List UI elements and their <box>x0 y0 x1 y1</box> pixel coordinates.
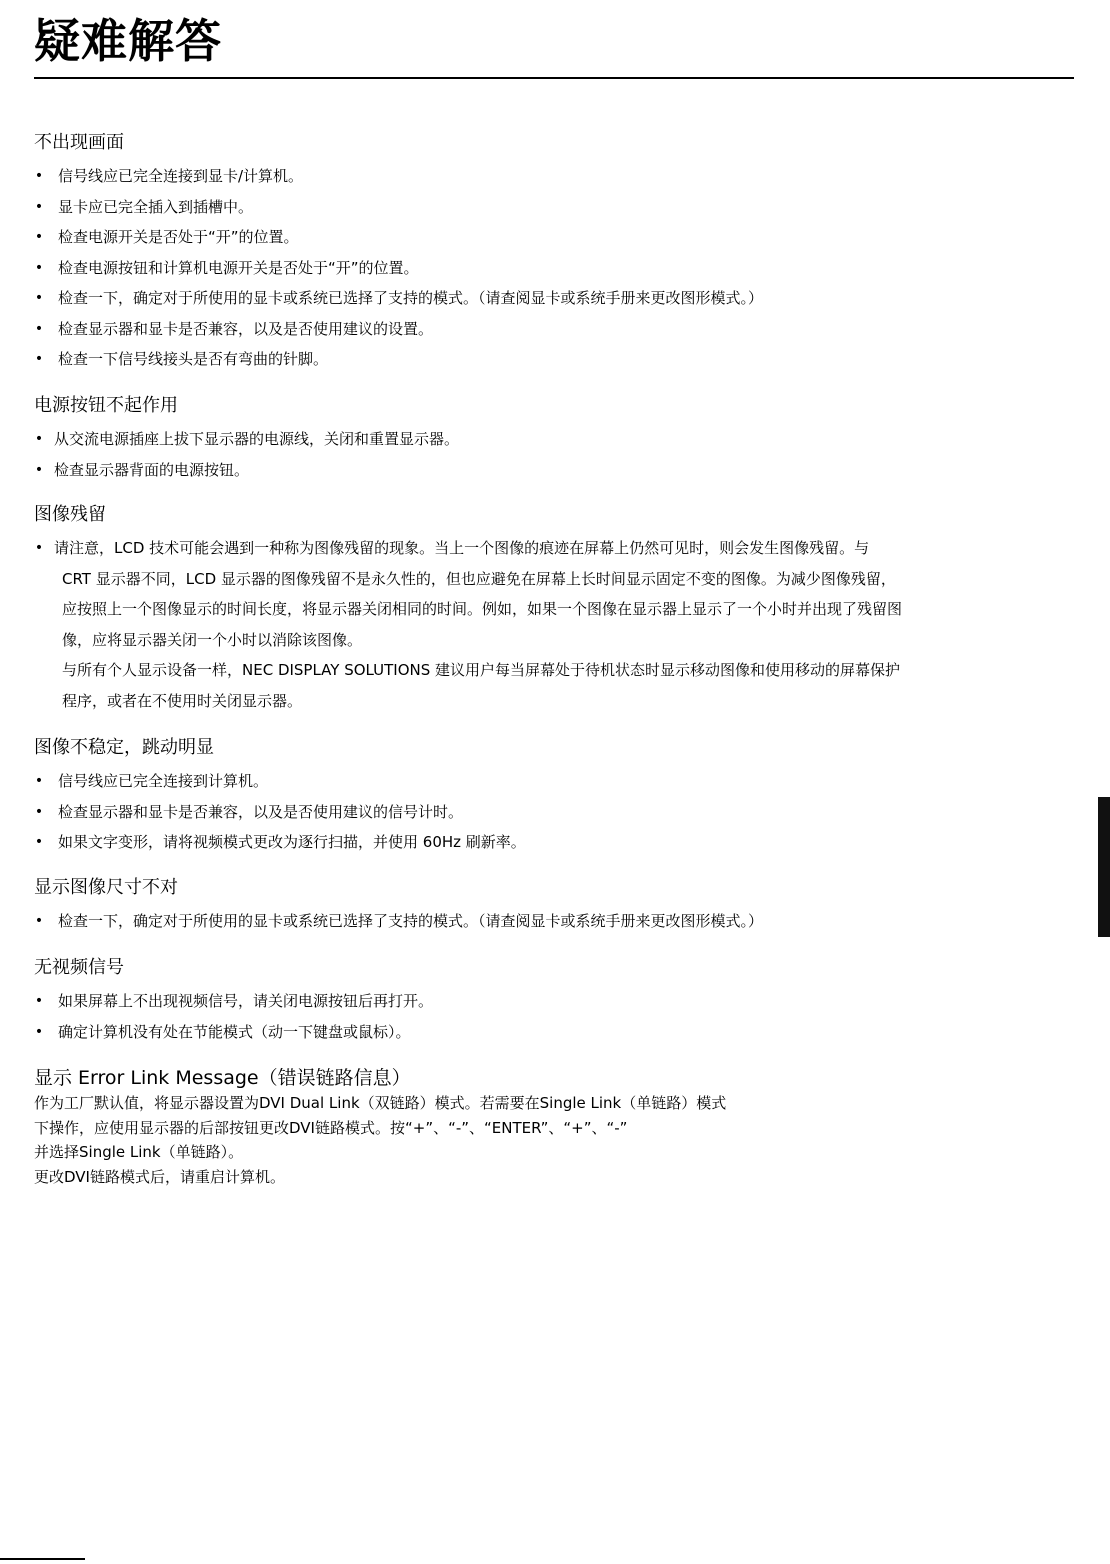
list-item: • 如果屏幕上不出现视频信号，请关闭电源按钮后再打开。 <box>34 986 1094 1017</box>
paragraph-line: 请注意，LCD 技术可能会遇到一种称为图像残留的现象。当上一个图像的痕迹在屏幕上仍然可见时，则会发生图像残留。与 <box>54 539 870 557</box>
bullet-icon: • <box>34 540 44 556</box>
bullet-icon: • <box>34 198 44 215</box>
bullet-icon: • <box>34 168 44 184</box>
section-unstable-image <box>34 734 1094 858</box>
list-item: • 检查电源开关是否处于“开”的位置。 <box>34 222 1094 253</box>
section-heading: 图像残留 <box>34 504 106 525</box>
list-item: • 检查电源按钮和计算机电源开关是否处于“开”的位置。 <box>34 253 1094 284</box>
bullet-icon: • <box>34 320 44 337</box>
footer-divider <box>0 1558 85 1560</box>
section-no-picture <box>34 129 1094 375</box>
bullet-icon: • <box>34 834 44 850</box>
list-item: • 检查一下，确定对于所使用的显卡或系统已选择了支持的模式。（请查阅显卡或系统手册来更改图形模式。） <box>34 906 1094 937</box>
bullet-icon: • <box>34 461 44 478</box>
bullet-icon: • <box>34 913 44 929</box>
section-heading: 显示 Error Link Message（错误链路信息） <box>34 1067 411 1089</box>
list-item: • 检查显示器和显卡是否兼容，以及是否使用建议的信号计时。 <box>34 797 1094 828</box>
list-item: • 如果文字变形，请将视频模式更改为逐行扫描，并使用 60Hz 刷新率。 <box>34 827 1094 858</box>
bullet-icon: • <box>34 229 44 245</box>
page-title: 疑难解答 <box>34 14 222 68</box>
list-item: • 从交流电源插座上拔下显示器的电源线，关闭和重置显示器。 <box>34 424 1094 455</box>
section-heading: 不出现画面 <box>34 132 124 153</box>
list-item: • 信号线应已完全连接到计算机。 <box>34 766 1094 797</box>
section-heading: 电源按钮不起作用 <box>34 395 178 416</box>
paragraph-line: 程序，或者在不使用时关闭显示器。 <box>62 691 303 710</box>
paragraph <box>34 533 1094 716</box>
paragraph-line: 应按照上一个图像显示的时间长度，将显示器关闭相同的时间。例如，如果一个图像在显示器上显示了一个小时并出现了残留图 <box>62 600 903 618</box>
list-item: • 信号线应已完全连接到显卡/计算机。 <box>34 161 1094 192</box>
paragraph-line: 作为工厂默认值，将显示器设置为DVI Dual Link（双链路）模式。若需要在Single Link（单链路）模式 <box>34 1094 727 1112</box>
paragraph-line: 下操作，应使用显示器的后部按钮更改DVI链路模式。按“+”、“-”、“ENTER”、“+”、“-” <box>34 1118 628 1137</box>
list-item: • 检查显示器和显卡是否兼容，以及是否使用建议的设置。 <box>34 314 1094 345</box>
section-error-link <box>34 1065 934 1189</box>
bullet-icon: • <box>34 351 44 367</box>
bullet-icon: • <box>34 773 44 789</box>
paragraph-line: 与所有个人显示设备一样，NEC DISPLAY SOLUTIONS 建议用户每当屏幕处于待机状态时显示移动图像和使用移动的屏幕保护 <box>62 661 901 679</box>
list-item: • 检查显示器背面的电源按钮。 <box>34 455 1094 486</box>
list-item: • 检查一下信号线接头是否有弯曲的针脚。 <box>34 344 1094 375</box>
section-image-persistence <box>34 501 1094 716</box>
chapter-tab-marker <box>1098 797 1110 937</box>
section-heading: 图像不稳定，跳动明显 <box>34 737 214 758</box>
section-power-button <box>34 392 1094 485</box>
section-heading: 显示图像尺寸不对 <box>34 877 178 898</box>
paragraph-line: 并选择Single Link（单链路）。 <box>34 1143 244 1161</box>
bullet-icon: • <box>34 290 44 306</box>
paragraph-line: 更改DVI链路模式后，请重启计算机。 <box>34 1167 285 1186</box>
list-item: • 确定计算机没有处在节能模式（动一下键盘或鼠标）。 <box>34 1017 1094 1048</box>
bullet-icon: • <box>34 259 44 276</box>
paragraph-line: 像，应将显示器关闭一个小时以消除该图像。 <box>62 630 363 649</box>
bullet-icon: • <box>34 803 44 820</box>
bullet-icon: • <box>34 431 44 447</box>
section-no-video <box>34 954 1094 1047</box>
title-divider <box>34 77 1074 79</box>
section-wrong-size <box>34 874 1094 937</box>
section-heading: 无视频信号 <box>34 957 124 978</box>
paragraph-line: CRT 显示器不同，LCD 显示器的图像残留不是永久性的，但也应避免在屏幕上长时间显示固定不变的图像。为减少图像残留， <box>62 569 896 588</box>
bullet-icon: • <box>34 1023 44 1040</box>
bullet-icon: • <box>34 993 44 1009</box>
list-item: • 显卡应已完全插入到插槽中。 <box>34 192 1094 223</box>
list-item: • 检查一下，确定对于所使用的显卡或系统已选择了支持的模式。（请查阅显卡或系统手册来更改图形模式。） <box>34 283 1094 314</box>
